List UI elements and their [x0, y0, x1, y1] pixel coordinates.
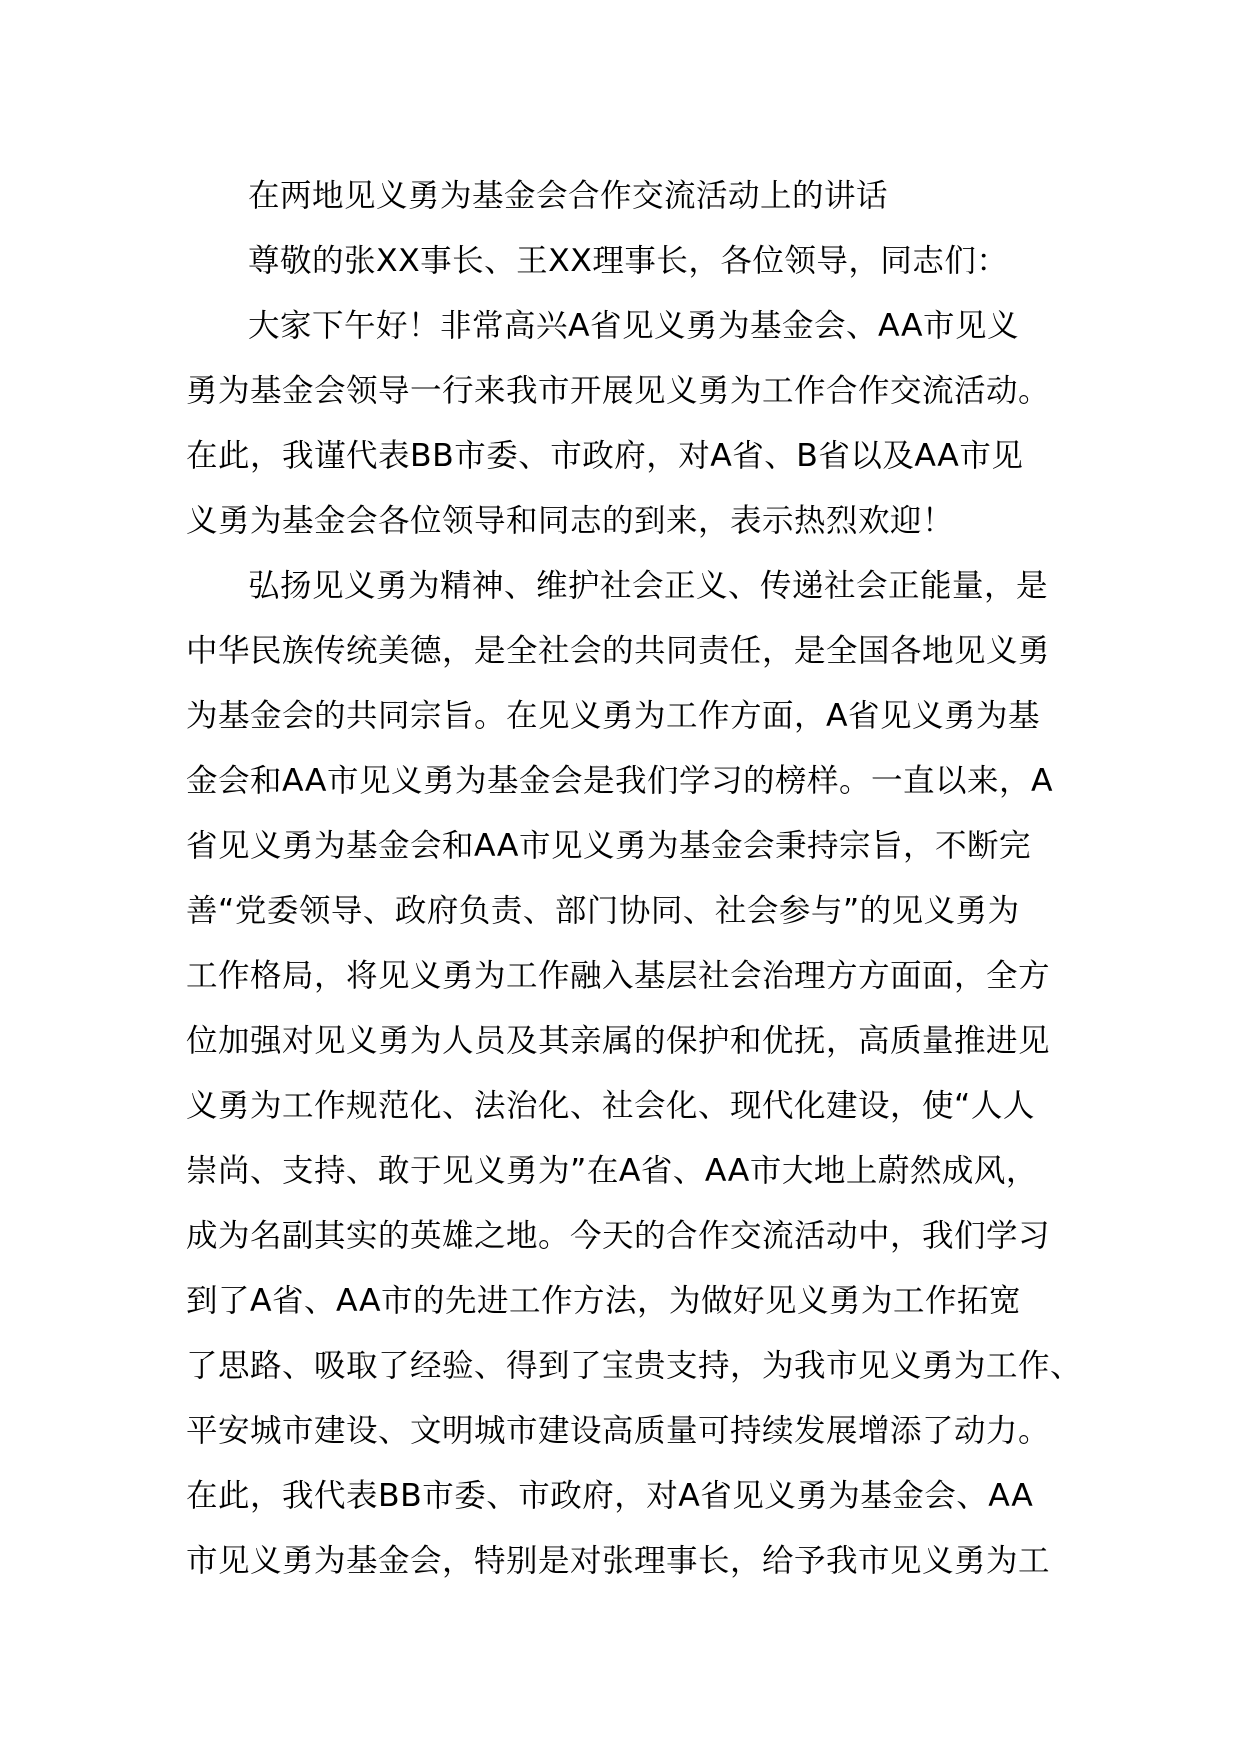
paragraph-1-line-4: 义勇为基金会各位领导和同志的到来，表示热烈欢迎！ — [186, 503, 955, 539]
paragraph-1-line-3: 在此，我谨代表BB市委、市政府，对A省、B省以及AA市见 — [186, 438, 1024, 474]
paragraph-2-line-7: 工作格局，将见义勇为工作融入基层社会治理方方面面，全方 — [186, 958, 1051, 994]
paragraph-2-line-9: 义勇为工作规范化、法治化、社会化、现代化建设，使“人人 — [186, 1088, 1035, 1124]
document-title: 在两地见义勇为基金会合作交流活动上的讲话 — [248, 178, 889, 214]
paragraph-1-line-2: 勇为基金会领导一行来我市开展见义勇为工作合作交流活动。 — [186, 373, 1051, 409]
paragraph-2-line-10: 崇尚、支持、敢于见义勇为”在A省、AA市大地上蔚然成风， — [186, 1153, 1038, 1189]
paragraph-2-line-5: 省见义勇为基金会和AA市见义勇为基金会秉持宗旨，不断完 — [186, 828, 1031, 864]
paragraph-2-line-3: 为基金会的共同宗旨。在见义勇为工作方面，A省见义勇为基 — [186, 698, 1041, 734]
paragraph-2-line-13: 了思路、吸取了经验、得到了宝贵支持，为我市见义勇为工作、 — [186, 1348, 1083, 1384]
paragraph-2-line-8: 位加强对见义勇为人员及其亲属的保护和优抚，高质量推进见 — [186, 1023, 1051, 1059]
paragraph-1-line-1: 大家下午好！非常高兴A省见义勇为基金会、AA市见义 — [248, 308, 1020, 344]
paragraph-2-line-12: 到了A省、AA市的先进工作方法，为做好见义勇为工作拓宽 — [186, 1283, 1022, 1319]
paragraph-2-line-16: 市见义勇为基金会，特别是对张理事长，给予我市见义勇为工 — [186, 1543, 1051, 1579]
paragraph-2-line-4: 金会和AA市见义勇为基金会是我们学习的榜样。一直以来，A — [186, 763, 1054, 799]
paragraph-2-line-15: 在此，我代表BB市委、市政府，对A省见义勇为基金会、AA — [186, 1478, 1034, 1514]
paragraph-2-line-14: 平安城市建设、文明城市建设高质量可持续发展增添了动力。 — [186, 1413, 1051, 1449]
paragraph-2-line-11: 成为名副其实的英雄之地。今天的合作交流活动中，我们学习 — [186, 1218, 1051, 1254]
salutation-line: 尊敬的张XX事长、王XX理事长，各位领导，同志们： — [248, 243, 1009, 279]
paragraph-2-line-6: 善“党委领导、政府负责、部门协同、社会参与”的见义勇为 — [186, 893, 1020, 929]
paragraph-2-line-1: 弘扬见义勇为精神、维护社会正义、传递社会正能量，是 — [248, 568, 1049, 604]
paragraph-2-line-2: 中华民族传统美德，是全社会的共同责任，是全国各地见义勇 — [186, 633, 1051, 669]
